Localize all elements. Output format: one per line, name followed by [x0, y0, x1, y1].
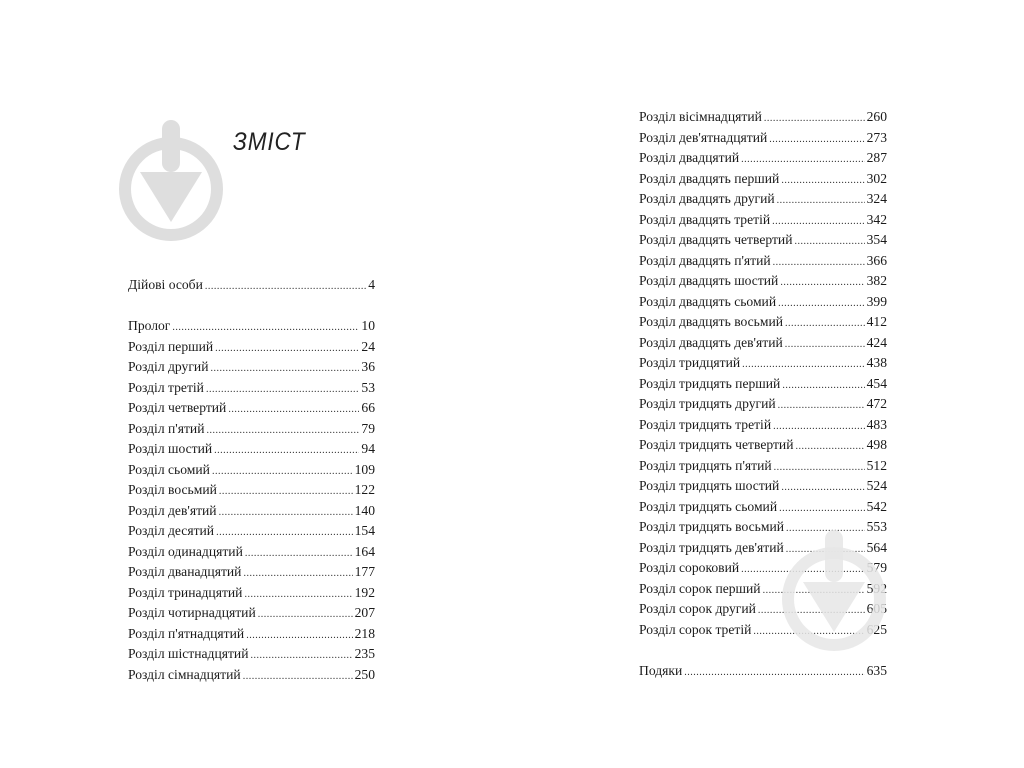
- toc-entry[interactable]: [639, 661, 887, 682]
- toc-entry-page: 287: [866, 150, 887, 165]
- toc-entry-label: Розділ двадцять сьомий: [639, 293, 777, 309]
- toc-entry-label: Розділ третій: [128, 379, 204, 395]
- toc-entry-page: 366: [866, 252, 887, 268]
- toc-entry[interactable]: [639, 271, 887, 292]
- right-page: [512, 0, 1024, 768]
- dot-leader: [781, 478, 864, 499]
- toc-entry-label: Розділ вісімнадцятий: [639, 109, 762, 124]
- toc-entry-label: Розділ дванадцятий: [128, 564, 242, 579]
- toc-entry-page: 524: [866, 478, 887, 493]
- toc-entry[interactable]: [639, 415, 887, 436]
- toc-entry-page: 579: [866, 560, 887, 575]
- toc-entry-page: 592: [866, 580, 887, 596]
- dot-leader: [246, 626, 352, 647]
- toc-entry-label: Розділ дев'ятнадцятий: [639, 129, 768, 145]
- dot-leader: [215, 339, 359, 360]
- toc-entry-page: 438: [866, 355, 887, 370]
- toc-entry-page: 207: [354, 605, 375, 620]
- toc-entry[interactable]: [128, 644, 375, 665]
- toc-entry-label: Розділ тридцять дев'ятий: [639, 539, 784, 555]
- toc-entry[interactable]: [128, 501, 375, 522]
- dot-leader: [794, 232, 864, 253]
- dot-leader: [774, 458, 865, 479]
- dot-leader: [684, 663, 864, 684]
- toc-entry-label: Розділ восьмий: [128, 482, 217, 497]
- dot-leader: [779, 499, 865, 520]
- toc-entry-page: 553: [866, 519, 887, 534]
- dot-leader: [781, 171, 864, 192]
- toc-entry-page: 122: [354, 482, 375, 497]
- store-logo-watermark-icon: [781, 528, 887, 652]
- toc-entry-page: 354: [866, 232, 887, 247]
- toc-gap: [128, 296, 375, 317]
- toc-entry[interactable]: [128, 624, 375, 645]
- dot-leader: [742, 355, 864, 376]
- dot-leader: [780, 273, 864, 294]
- toc-entry-page: 424: [866, 334, 887, 350]
- toc-entry-page: 635: [866, 662, 887, 678]
- toc-entry-label: Розділ двадцять шостий: [639, 273, 779, 288]
- dot-leader: [769, 130, 864, 151]
- dot-leader: [778, 396, 865, 417]
- toc-entry[interactable]: [639, 128, 887, 149]
- store-logo-watermark-icon: [118, 118, 224, 242]
- toc-entry-page: 342: [866, 211, 887, 227]
- toc-entry-page: 273: [866, 129, 887, 145]
- toc-entry-label: Розділ тридцять другий: [639, 396, 776, 411]
- toc-entry-page: 302: [866, 170, 887, 186]
- toc-entry-page: 154: [354, 523, 375, 538]
- toc-entry-label: Розділ дев'ятий: [128, 502, 217, 518]
- toc-entry-label: Розділ сьомий: [128, 461, 210, 477]
- toc-entry[interactable]: [128, 357, 375, 378]
- toc-entry-label: Розділ другий: [128, 359, 209, 374]
- toc-entry-label: Розділ двадцять четвертий: [639, 232, 793, 247]
- toc-entry-page: 260: [866, 109, 887, 124]
- dot-leader: [772, 212, 864, 233]
- toc-entry-page: 512: [866, 457, 887, 473]
- toc-entry-label: Розділ чотирнадцятий: [128, 605, 256, 620]
- toc-entry-label: Подяки: [639, 662, 683, 678]
- toc-title: ЗМІСТ: [233, 128, 306, 156]
- toc-entry-page: 399: [866, 293, 887, 309]
- toc-entry[interactable]: [128, 378, 375, 399]
- toc-entry[interactable]: [639, 497, 887, 518]
- toc-entry-page: 235: [354, 646, 375, 661]
- dot-leader: [206, 380, 359, 401]
- toc-entry-page: 53: [361, 379, 375, 395]
- toc-entry-label: Розділ тридцять сьомий: [639, 498, 778, 514]
- dot-leader: [245, 544, 353, 565]
- toc-entry-label: Розділ десятий: [128, 523, 215, 538]
- toc-entry-label: Розділ двадцять перший: [639, 170, 780, 186]
- toc-entry[interactable]: [128, 460, 375, 481]
- dot-leader: [777, 191, 865, 212]
- toc-entry[interactable]: [639, 189, 887, 210]
- toc-entry-page: 483: [866, 416, 887, 432]
- toc-entry-page: 625: [866, 621, 887, 637]
- toc-entry-page: 564: [866, 539, 887, 555]
- toc-entry[interactable]: [128, 562, 375, 583]
- toc-entry-label: Розділ перший: [128, 338, 214, 354]
- toc-entry[interactable]: [128, 337, 375, 358]
- toc-entry[interactable]: [128, 583, 375, 604]
- toc-entry-page: 140: [354, 502, 375, 518]
- toc-left-list: [128, 275, 375, 685]
- dot-leader: [216, 523, 353, 544]
- dot-leader: [741, 150, 864, 171]
- toc-entry[interactable]: [639, 353, 887, 374]
- toc-entry-label: Розділ сорок другий: [639, 601, 756, 616]
- toc-entry-label: Розділ двадцять другий: [639, 191, 775, 206]
- dot-leader: [244, 585, 352, 606]
- toc-entry[interactable]: [639, 210, 887, 231]
- toc-entry-page: 472: [866, 396, 887, 411]
- toc-entry-page: 94: [361, 441, 375, 456]
- dot-leader: [228, 400, 359, 421]
- dot-leader: [764, 109, 865, 130]
- dot-leader: [782, 376, 864, 397]
- toc-entry[interactable]: [128, 542, 375, 563]
- toc-entry-page: 412: [866, 314, 887, 329]
- dot-leader: [243, 667, 353, 688]
- toc-entry[interactable]: [128, 398, 375, 419]
- toc-entry-label: Розділ сорок перший: [639, 580, 761, 596]
- toc-entry[interactable]: [639, 148, 887, 169]
- toc-entry-page: 250: [354, 666, 375, 682]
- toc-entry-page: 66: [361, 400, 375, 415]
- toc-entry-label: Розділ тридцять восьмий: [639, 519, 785, 534]
- toc-entry-page: 177: [354, 564, 375, 579]
- toc-entry[interactable]: [128, 316, 375, 337]
- toc-entry[interactable]: [128, 419, 375, 440]
- toc-entry-label: Розділ тридцять четвертий: [639, 437, 794, 452]
- toc-entry-label: Розділ тридцять третій: [639, 416, 772, 432]
- toc-entry-page: 454: [866, 375, 887, 391]
- toc-entry[interactable]: [128, 521, 375, 542]
- toc-entry[interactable]: [639, 251, 887, 272]
- toc-entry-label: Розділ тридцять шостий: [639, 478, 780, 493]
- toc-entry-page: 79: [361, 420, 375, 436]
- toc-entry[interactable]: [639, 476, 887, 497]
- dot-leader: [172, 318, 359, 339]
- toc-entry-label: Дійові особи: [128, 277, 203, 292]
- toc-entry-label: Розділ п'ятий: [128, 420, 205, 436]
- dot-leader: [214, 441, 359, 462]
- dot-leader: [210, 359, 359, 380]
- toc-entry-page: 324: [866, 191, 887, 206]
- toc-entry-label: Розділ сорок третій: [639, 621, 752, 637]
- dot-leader: [785, 314, 865, 335]
- toc-entry-label: Розділ п'ятнадцятий: [128, 625, 245, 641]
- toc-entry-page: 605: [866, 601, 887, 616]
- dot-leader: [250, 646, 352, 667]
- toc-entry-label: Розділ тридцять перший: [639, 375, 781, 391]
- toc-entry-label: Розділ двадцять п'ятий: [639, 252, 771, 268]
- toc-entry[interactable]: [128, 603, 375, 624]
- toc-entry-page: 109: [354, 461, 375, 477]
- dot-leader: [243, 564, 352, 585]
- toc-entry[interactable]: [639, 374, 887, 395]
- dot-leader: [219, 482, 353, 503]
- toc-entry-label: Розділ тридцять п'ятий: [639, 457, 772, 473]
- toc-entry-label: Розділ двадцять дев'ятий: [639, 334, 783, 350]
- toc-entry[interactable]: [128, 480, 375, 501]
- toc-entry[interactable]: [639, 394, 887, 415]
- dot-leader: [258, 605, 353, 626]
- dot-leader: [785, 335, 865, 356]
- toc-entry-label: Пролог: [128, 318, 171, 333]
- toc-entry-label: Розділ двадцять восьмий: [639, 314, 784, 329]
- dot-leader: [773, 253, 865, 274]
- toc-entry-page: 498: [866, 437, 887, 452]
- toc-entry-page: 36: [361, 359, 375, 374]
- toc-entry[interactable]: [128, 275, 375, 296]
- toc-entry-label: Розділ тридцятий: [639, 355, 741, 370]
- toc-entry[interactable]: [639, 312, 887, 333]
- toc-entry-page: 24: [361, 338, 375, 354]
- toc-entry[interactable]: [639, 333, 887, 354]
- dot-leader: [219, 503, 353, 524]
- dot-leader: [778, 294, 864, 315]
- toc-entry-page: 382: [866, 273, 887, 288]
- dot-leader: [207, 421, 360, 442]
- dot-leader: [205, 277, 366, 298]
- toc-entry[interactable]: [128, 439, 375, 460]
- toc-entry-label: Розділ сімнадцятий: [128, 666, 241, 682]
- dot-leader: [795, 437, 864, 458]
- toc-entry-page: 192: [354, 584, 375, 600]
- toc-entry[interactable]: [128, 665, 375, 686]
- toc-entry[interactable]: [639, 292, 887, 313]
- dot-leader: [212, 462, 353, 483]
- dot-leader: [773, 417, 865, 438]
- toc-entry-label: Розділ тринадцятий: [128, 584, 243, 600]
- toc-entry[interactable]: [639, 230, 887, 251]
- toc-entry-label: Розділ двадцятий: [639, 150, 740, 165]
- toc-entry[interactable]: [639, 169, 887, 190]
- toc-entry-label: Розділ шістнадцятий: [128, 646, 249, 661]
- toc-entry[interactable]: [639, 107, 887, 128]
- toc-entry-page: 10: [361, 318, 375, 333]
- toc-entry-page: 164: [354, 543, 375, 559]
- toc-entry-label: Розділ двадцять третій: [639, 211, 771, 227]
- toc-entry-page: 542: [866, 498, 887, 514]
- toc-entry-label: Розділ четвертий: [128, 400, 227, 415]
- toc-entry[interactable]: [639, 435, 887, 456]
- toc-entry-page: 4: [368, 277, 375, 292]
- toc-entry-label: Розділ одинадцятий: [128, 543, 243, 559]
- toc-entry-label: Розділ шостий: [128, 441, 213, 456]
- toc-entry[interactable]: [639, 456, 887, 477]
- toc-entry-page: 218: [354, 625, 375, 641]
- toc-entry-label: Розділ сороковий: [639, 560, 740, 575]
